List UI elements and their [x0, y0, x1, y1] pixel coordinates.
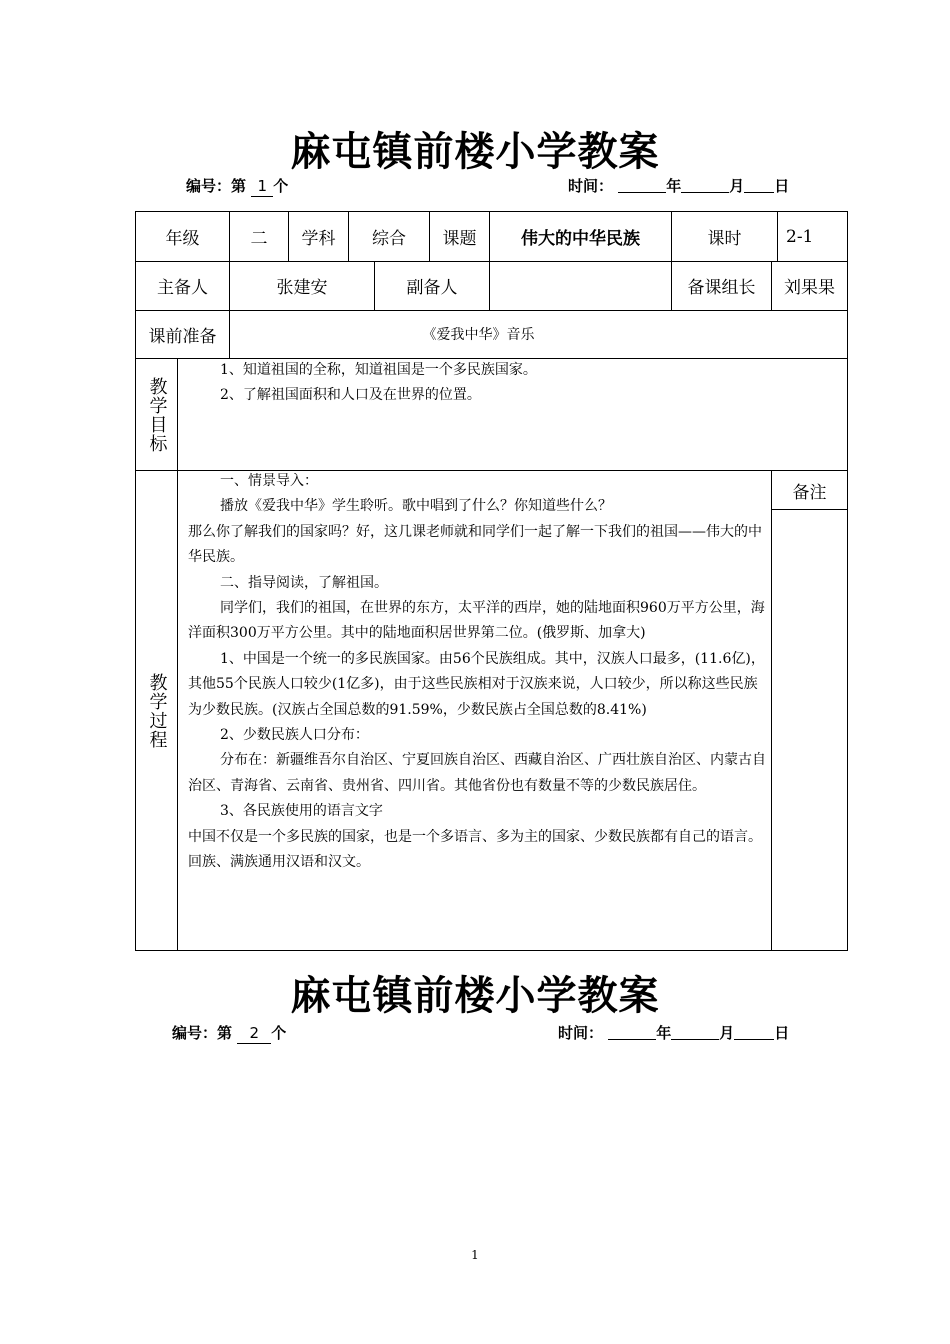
group-leader-value: 刘果果 — [784, 278, 835, 298]
topic-label: 课题 — [442, 229, 477, 249]
process-paragraph: 1、中国是一个统一的多民族国家。由56个民族组成。其中，汉族人口最多，(11.6亿)，其他55个民族人口较少(1亿多)，由于这些民族相对于汉族来说，人口较少，所以称这些民族为少数民族。(汉族占全国总数的91.59%，少数民族占全国总数的8.41%) — [188, 650, 765, 718]
number-value: 1 — [251, 176, 273, 197]
subject-value: 综合 — [372, 229, 406, 249]
month-label: 月 — [719, 1024, 735, 1042]
lesson-plan-table — [135, 211, 848, 951]
lead-value: 张建安 — [276, 278, 328, 298]
process-paragraph: 二、指导阅读，了解祖国。 — [220, 574, 388, 591]
year-label: 年 — [656, 1024, 672, 1042]
month-blank — [671, 1025, 719, 1040]
plan-number — [186, 176, 288, 197]
goals-label: 教学目标 — [146, 376, 168, 453]
plan-title: 麻屯镇前楼小学教案 — [290, 973, 660, 1019]
number-label: 编号：第 — [172, 1024, 233, 1042]
day-label: 日 — [774, 177, 790, 195]
day-label: 日 — [774, 1024, 790, 1042]
lead-label: 主备人 — [157, 278, 208, 298]
month-blank — [681, 178, 729, 193]
goal-item: 2、了解祖国面积和人口及在世界的位置。 — [220, 387, 481, 403]
day-blank — [734, 1025, 774, 1040]
assistant-value — [490, 261, 671, 310]
number-value: 2 — [237, 1023, 271, 1044]
goal-item: 1、知道祖国的全称，知道祖国是一个多民族国家。 — [220, 362, 537, 378]
year-blank — [618, 178, 666, 193]
plan-date — [568, 176, 789, 196]
goals-content — [188, 358, 758, 408]
grade-value: 二 — [250, 229, 268, 249]
prep-label: 课前准备 — [148, 326, 217, 347]
process-paragraph: 2、少数民族人口分布： — [220, 727, 369, 744]
process-paragraph: 那么你了解我们的国家吗？好，这几课老师就和同学们一起了解一下我们的祖国——伟大的中华民族。 — [188, 523, 762, 566]
prep-value: 《爱我中华》音乐 — [422, 327, 535, 343]
process-paragraph: 播放《爱我中华》学生聆听。歌中唱到了什么？你知道些什么？ — [220, 498, 612, 515]
process-content — [188, 469, 766, 876]
process-paragraph: 3、各民族使用的语言文字 — [220, 803, 383, 820]
process-paragraph: 中国不仅是一个多民族的国家，也是一个多语言、多为主的国家、少数民族都有自己的语言。回族、满族通用汉语和汉文。 — [188, 828, 762, 871]
subject-label: 学科 — [301, 229, 336, 249]
assistant-label: 副备人 — [406, 278, 458, 298]
period-value: 2-1 — [786, 226, 814, 247]
topic-value: 伟大的中华民族 — [521, 229, 640, 249]
time-label: 时间： — [558, 1024, 604, 1042]
process-paragraph: 一、情景导入： — [220, 473, 318, 489]
grade-label: 年级 — [165, 229, 200, 249]
page-number: 1 — [471, 1248, 479, 1262]
remarks-label: 备注 — [792, 482, 827, 503]
period-label: 课时 — [707, 229, 742, 249]
plan-date — [558, 1023, 789, 1043]
group-leader-label: 备课组长 — [687, 278, 756, 298]
year-blank — [608, 1025, 656, 1040]
process-label: 教学过程 — [146, 672, 168, 749]
plan-title: 麻屯镇前楼小学教案 — [290, 129, 660, 175]
process-paragraph: 分布在：新疆维吾尔自治区、宁夏回族自治区、西藏自治区、广西壮族自治区、内蒙古自治区、青海省、云南省、贵州省、四川省。其他省份也有数量不等的少数民族居住。 — [188, 752, 766, 794]
number-unit: 个 — [271, 1024, 287, 1042]
number-label: 编号：第 — [186, 177, 247, 195]
plan-number — [172, 1023, 286, 1044]
process-paragraph: 同学们，我们的祖国，在世界的东方，太平洋的西岸，她的陆地面积960万平方公里，海洋面积300万平方公里。其中的陆地面积居世界第二位。(俄罗斯、加拿大) — [188, 600, 765, 642]
number-unit: 个 — [273, 177, 289, 195]
day-blank — [744, 178, 774, 193]
month-label: 月 — [729, 177, 745, 195]
time-label: 时间： — [568, 177, 614, 195]
year-label: 年 — [666, 177, 682, 195]
